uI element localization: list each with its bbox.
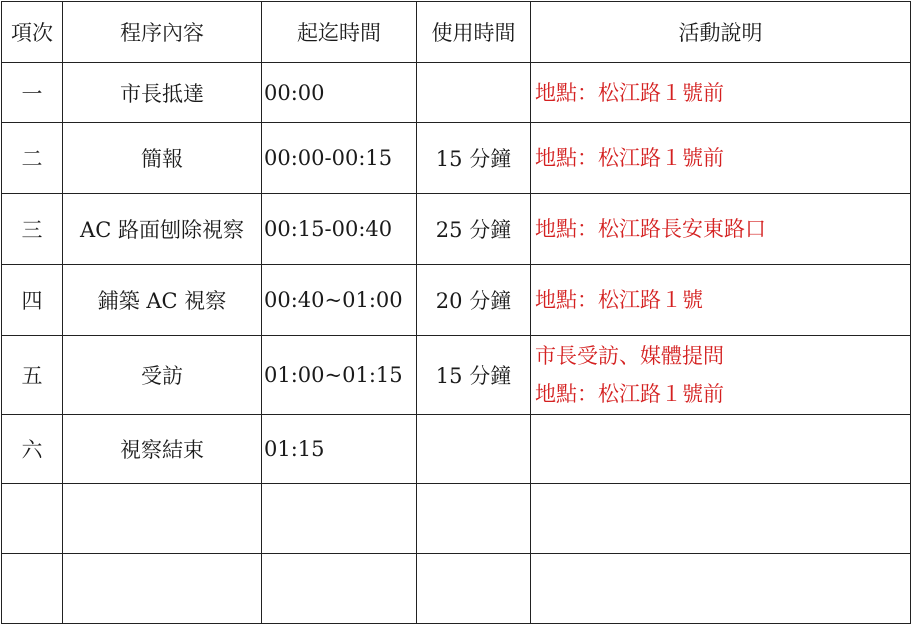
empty-cell — [2, 484, 63, 554]
activity-description — [531, 415, 911, 484]
duration — [417, 415, 531, 484]
duration: 15 分鐘 — [417, 336, 531, 415]
empty-cell — [262, 484, 417, 554]
activity-description — [531, 123, 911, 194]
activity-description — [531, 63, 911, 123]
program-content: 受訪 — [63, 336, 262, 415]
duration: 25 分鐘 — [417, 194, 531, 265]
activity-description — [531, 194, 911, 265]
time-range: 00:00-00:15 — [262, 123, 417, 194]
description-line: 地點：松江路１號前 — [535, 80, 724, 105]
empty-cell — [262, 554, 417, 624]
time-range: 00:40~01:00 — [262, 265, 417, 336]
duration: 15 分鐘 — [417, 123, 531, 194]
empty-cell — [531, 554, 911, 624]
empty-cell — [63, 484, 262, 554]
duration — [417, 63, 531, 123]
program-content: 視察結束 — [63, 415, 262, 484]
program-content: 市長抵達 — [63, 63, 262, 123]
empty-row — [2, 484, 911, 554]
activity-description — [531, 336, 911, 415]
time-range: 01:15 — [262, 415, 417, 484]
empty-cell — [63, 554, 262, 624]
schedule-table — [1, 1, 911, 624]
table-row — [2, 265, 911, 336]
activity-description — [531, 265, 911, 336]
header-row — [2, 2, 911, 63]
description-line: 地點：松江路長安東路口 — [535, 217, 766, 241]
description-line: 地點：松江路１號前 — [535, 382, 724, 406]
duration: 20 分鐘 — [417, 265, 531, 336]
program-content: AC 路面刨除視察 — [63, 194, 262, 265]
empty-cell — [417, 554, 531, 624]
empty-cell — [531, 484, 911, 554]
header-duration: 使用時間 — [417, 2, 531, 63]
header-item-no: 項次 — [2, 2, 63, 63]
time-range: 00:15-00:40 — [262, 194, 417, 265]
time-range: 00:00 — [262, 63, 417, 123]
table-row — [2, 415, 911, 484]
item-number: 五 — [2, 336, 63, 415]
description-line: 市長受訪、媒體提問 — [535, 344, 724, 368]
header-time-range: 起迄時間 — [262, 2, 417, 63]
table-row — [2, 63, 911, 123]
header-description: 活動說明 — [531, 2, 911, 63]
item-number: 三 — [2, 194, 63, 265]
table-row — [2, 194, 911, 265]
table-row — [2, 123, 911, 194]
item-number: 四 — [2, 265, 63, 336]
program-content: 鋪築 AC 視察 — [63, 265, 262, 336]
description-line: 地點：松江路１號 — [535, 288, 703, 312]
table-row — [2, 336, 911, 415]
item-number: 一 — [2, 63, 63, 123]
time-range: 01:00~01:15 — [262, 336, 417, 415]
program-content: 簡報 — [63, 123, 262, 194]
empty-cell — [417, 484, 531, 554]
empty-row — [2, 554, 911, 624]
header-program: 程序內容 — [63, 2, 262, 63]
item-number: 六 — [2, 415, 63, 484]
empty-cell — [2, 554, 63, 624]
description-line: 地點：松江路１號前 — [535, 146, 724, 170]
item-number: 二 — [2, 123, 63, 194]
